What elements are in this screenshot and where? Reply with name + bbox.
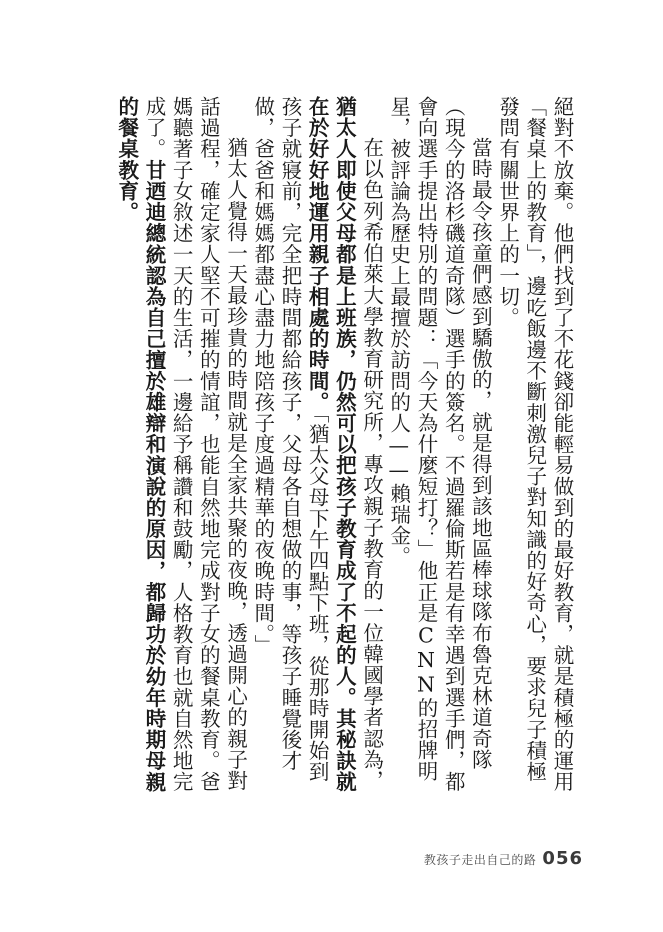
paragraph-4-bold: 甘迺迪總統認為自己擅於雄辯和演說的原因，都歸功於幼年時期母親的餐桌教育。 xyxy=(114,96,166,793)
paragraph-3-bold: 猶太人即使父母都是上班族，仍然可以把孩子教育成了不起的人。其秘訣就在於好好地運用親子相處的時間。 xyxy=(305,96,357,793)
paragraph-2: 當時最令孩童們感到驕傲的，就是得到該地區棒球隊布魯克林道奇隊（現今的洛杉磯道奇隊）選手的簽名。不過羅倫斯若是有幸遇到選手們，都會向選手提出特別的問題：「今天為什麼短打？」他正是CNN的招牌明星，被評論為歷史上最擅於訪問的人——賴瑞金。 xyxy=(386,96,493,793)
running-title: 教孩子走出自己的路 xyxy=(423,853,537,867)
paragraph-3 xyxy=(249,96,385,796)
page-number: 056 xyxy=(542,848,583,869)
paragraph-4-text: 猶太人覺得一天最珍貴的時間就是全家共聚的夜晚，透過開心的親子對話過程，確定家人堅不可摧的情誼，也能自然地完成對子女的餐桌教育。爸媽聽著子女敘述一天的生活，一邊給予稱讚和鼓勵，人格教育也就自然地完成了。 xyxy=(141,96,248,793)
paragraph-4 xyxy=(113,96,249,796)
body-text xyxy=(113,96,575,796)
page-footer xyxy=(424,848,583,869)
paragraph-3-quote: 「猶太父母下午四點下班，從那時開始到孩子就寢前，完全把時間都給孩子，父母各自想做的事，等孩子睡覺後才做，爸爸和媽媽都盡心盡力地陪孩子度過精華的夜晚時間。」 xyxy=(250,96,330,783)
paragraph-1: 絕對不放棄。他們找到了不花錢卻能輕易做到的最好教育，就是積極的運用「餐桌上的教育」，邊吃飯邊不斷刺激兒子對知識的好奇心，要求兒子積極發問有關世界上的一切。 xyxy=(495,96,574,793)
paragraph-3-text: 在以色列希伯萊大學教育研究所，專攻親子教育的一位韓國學者認為， xyxy=(359,137,384,792)
